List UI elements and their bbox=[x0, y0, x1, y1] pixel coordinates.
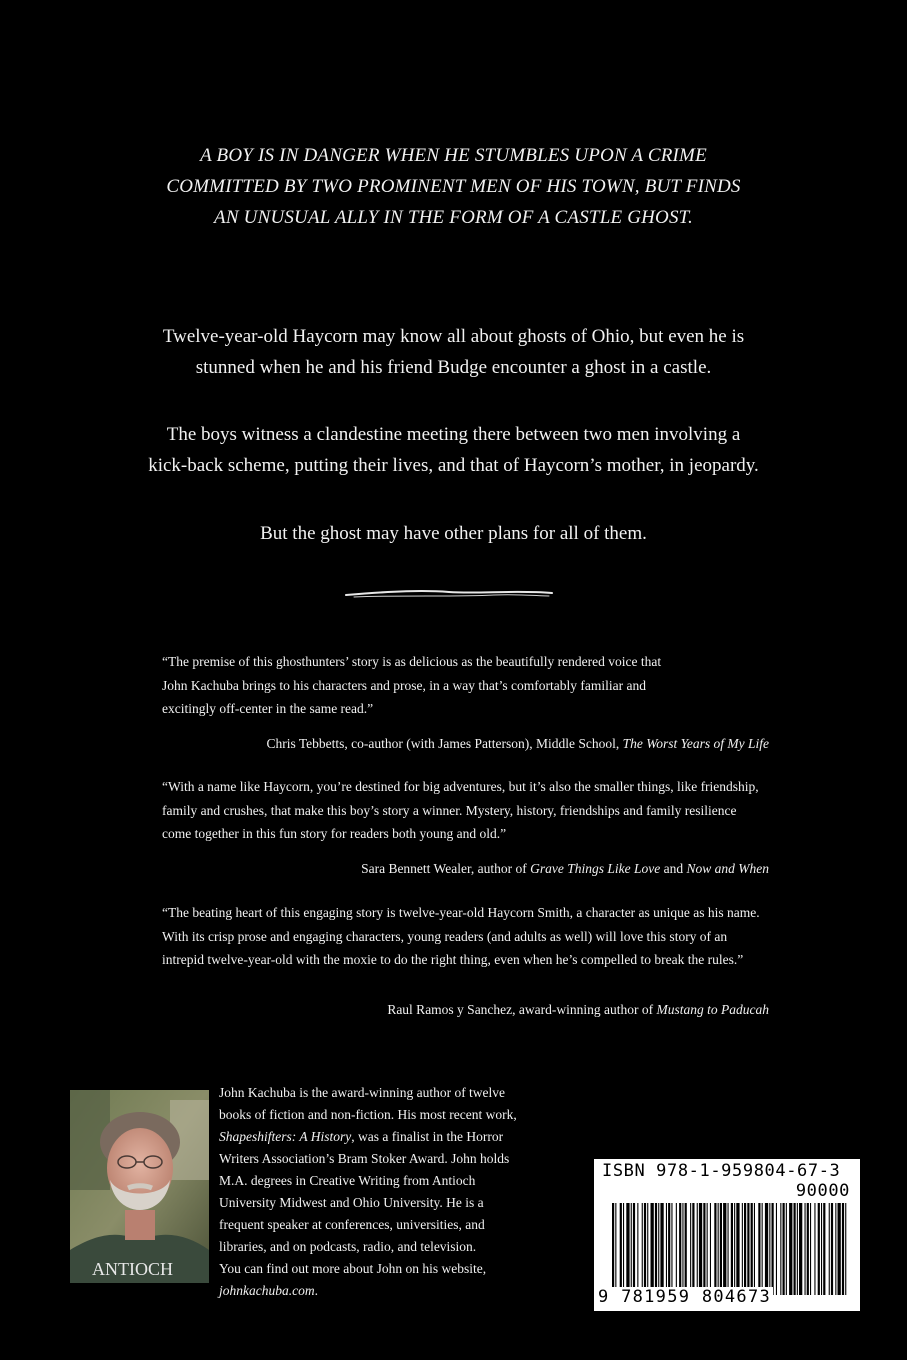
barcode-bar bbox=[637, 1203, 638, 1295]
barcode-bar bbox=[831, 1203, 833, 1295]
barcode-bar bbox=[707, 1203, 708, 1295]
blurb-paragraph-1 bbox=[80, 321, 827, 383]
barcode-bar bbox=[814, 1203, 815, 1295]
barcode-bar bbox=[671, 1203, 672, 1295]
shirt-lettering: ANTIOCH bbox=[92, 1259, 173, 1279]
review-quote-2 bbox=[162, 775, 802, 846]
bio-text: , was a finalist in the Horror bbox=[351, 1129, 504, 1144]
bio-book-title: Shapeshifters: A History bbox=[219, 1129, 352, 1144]
barcode-bar bbox=[754, 1203, 755, 1295]
barcode-bar bbox=[762, 1203, 763, 1295]
review-quote-1 bbox=[162, 650, 802, 721]
barcode-bar bbox=[676, 1203, 677, 1295]
barcode-bar bbox=[731, 1203, 733, 1295]
barcode-bar bbox=[747, 1203, 749, 1295]
tagline-line: COMMITTED BY TWO PROMINENT MEN OF HIS TOWN, BUT FINDS bbox=[166, 176, 741, 197]
attribution-book-title: Grave Things Like Love bbox=[530, 861, 661, 876]
barcode-bar bbox=[734, 1203, 735, 1295]
attribution-text: Chris Tebbetts, co-author (with James Patterson), Middle School, bbox=[266, 736, 623, 751]
author-photo bbox=[70, 1090, 209, 1283]
barcode-bar bbox=[797, 1203, 798, 1295]
attribution-text: and bbox=[660, 861, 687, 876]
quote-line: John Kachuba brings to his characters and prose, in a way that’s comfortably familiar and bbox=[162, 677, 646, 693]
barcode-bar bbox=[633, 1203, 635, 1295]
isbn-label: ISBN 978-1-959804-67-3 bbox=[602, 1161, 841, 1181]
barcode-bar bbox=[697, 1203, 698, 1295]
review-attribution-3 bbox=[387, 1002, 769, 1018]
tagline-line: AN UNUSUAL ALLY IN THE FORM OF A CASTLE GHOST. bbox=[214, 207, 693, 228]
barcode-bar bbox=[679, 1203, 681, 1295]
quote-line: come together in this fun story for readers both young and old.” bbox=[162, 826, 507, 841]
ean-digits: 9 781959 804673 bbox=[598, 1287, 772, 1307]
barcode-bar bbox=[789, 1203, 792, 1295]
barcode-bar bbox=[642, 1203, 643, 1295]
barcode-bar bbox=[626, 1203, 629, 1295]
bio-line: You can find out more about John on his website, bbox=[219, 1261, 487, 1276]
barcode-bar bbox=[823, 1203, 825, 1295]
barcode-bar bbox=[699, 1203, 702, 1295]
barcode-bar bbox=[612, 1203, 614, 1295]
quote-line: family and crushes, that make this boy’s story a winner. Mystery, history, friendships and family resilience bbox=[162, 802, 737, 818]
barcode-bar bbox=[690, 1203, 691, 1295]
barcode-bar bbox=[742, 1203, 743, 1295]
barcode-bar bbox=[845, 1203, 846, 1295]
barcode-bar bbox=[718, 1203, 719, 1295]
blurb-line: Twelve-year-old Haycorn may know all about ghosts of Ohio, but even he is bbox=[162, 326, 745, 347]
barcode-bar bbox=[818, 1203, 820, 1295]
barcode-bar bbox=[744, 1203, 746, 1295]
barcode-bar bbox=[780, 1203, 781, 1295]
bio-line bbox=[219, 1126, 519, 1148]
barcode-bar bbox=[660, 1203, 663, 1295]
bio-line bbox=[219, 1280, 519, 1302]
barcode-bar bbox=[728, 1203, 729, 1295]
price-code: 90000 bbox=[795, 1181, 850, 1201]
bio-line: M.A. degrees in Creative Writing from Antioch bbox=[219, 1173, 476, 1188]
barcode-bar bbox=[682, 1203, 683, 1295]
barcode-bar bbox=[703, 1203, 705, 1295]
quote-line: “The premise of this ghosthunters’ story is as delicious as the beautifully rendered voice that bbox=[162, 654, 662, 669]
barcode-bar bbox=[821, 1203, 822, 1295]
bio-line: Writers Association’s Bram Stoker Award. John holds bbox=[219, 1151, 510, 1166]
attribution-book-title: Now and When bbox=[686, 861, 769, 876]
barcode-bar bbox=[655, 1203, 657, 1295]
bio-line: libraries, and on podcasts, radio, and television. bbox=[219, 1239, 477, 1254]
quote-line: excitingly off-center in the same read.” bbox=[162, 701, 374, 716]
barcode-bar bbox=[658, 1203, 659, 1295]
barcode-bar bbox=[692, 1203, 694, 1295]
attribution-text: Raul Ramos y Sanchez, award-winning author of bbox=[387, 1002, 657, 1017]
barcode-bar bbox=[765, 1203, 768, 1295]
author-bio bbox=[219, 1082, 519, 1302]
quote-line: With its crisp prose and engaging characters, young readers (and adults as well) will love this story of an bbox=[162, 928, 728, 944]
barcode-bar bbox=[835, 1203, 836, 1295]
barcode-bar bbox=[799, 1203, 802, 1295]
barcode-bar bbox=[631, 1203, 632, 1295]
review-quote-3 bbox=[162, 901, 802, 972]
barcode-bar bbox=[623, 1203, 624, 1295]
quote-line: intrepid twelve-year-old with the moxie to do the right thing, even when he’s compelled to break the rules.” bbox=[162, 952, 744, 967]
barcode-bar bbox=[769, 1203, 770, 1295]
review-attribution-1 bbox=[266, 736, 769, 752]
author-website: johnkachuba.com bbox=[219, 1283, 315, 1298]
barcode-bar bbox=[723, 1203, 726, 1295]
tagline bbox=[100, 140, 807, 233]
isbn-barcode bbox=[594, 1159, 860, 1311]
barcode-bar bbox=[615, 1203, 616, 1295]
divider-ornament bbox=[344, 586, 554, 602]
barcode-bar bbox=[668, 1203, 670, 1295]
barcode-bar bbox=[651, 1203, 654, 1295]
barcode-bar bbox=[842, 1203, 844, 1295]
quote-line: “The beating heart of this engaging story is twelve-year-old Haycorn Smith, a character as unique as his name. bbox=[162, 905, 760, 920]
barcode-bar bbox=[666, 1203, 667, 1295]
blurb-line: kick-back scheme, putting their lives, and that of Haycorn’s mother, in jeopardy. bbox=[148, 455, 759, 476]
blurb-line: stunned when he and his friend Budge encounter a ghost in a castle. bbox=[195, 357, 712, 378]
blurb-paragraph-2 bbox=[80, 419, 827, 481]
barcode-bar bbox=[810, 1203, 811, 1295]
barcode-bar bbox=[758, 1203, 760, 1295]
barcode-bar bbox=[685, 1203, 687, 1295]
barcode-bar bbox=[783, 1203, 785, 1295]
barcode-bar bbox=[714, 1203, 716, 1295]
barcode-bar bbox=[644, 1203, 646, 1295]
barcode-bar bbox=[838, 1203, 841, 1295]
barcode-bar bbox=[786, 1203, 787, 1295]
quote-line: “With a name like Haycorn, you’re destined for big adventures, but it’s also the smaller things, like friendship, bbox=[162, 779, 759, 794]
bio-line: frequent speaker at conferences, universities, and bbox=[219, 1217, 485, 1232]
bio-text: . bbox=[314, 1283, 318, 1298]
barcode-bar bbox=[710, 1203, 711, 1295]
barcode-bar bbox=[772, 1203, 774, 1295]
barcode-bar bbox=[829, 1203, 830, 1295]
barcode-bar bbox=[620, 1203, 622, 1295]
barcode-bar bbox=[807, 1203, 809, 1295]
barcode-bars bbox=[612, 1203, 848, 1295]
attribution-text: Sara Bennett Wealer, author of bbox=[361, 861, 531, 876]
barcode-bar bbox=[794, 1203, 796, 1295]
barcode-bar bbox=[736, 1203, 739, 1295]
barcode-bar bbox=[805, 1203, 806, 1295]
blurb-paragraph-3 bbox=[80, 518, 827, 549]
tagline-line: A BOY IS IN DANGER WHEN HE STUMBLES UPON A CRIME bbox=[200, 145, 707, 166]
barcode-bar bbox=[647, 1203, 648, 1295]
attribution-book-title: Mustang to Paducah bbox=[656, 1002, 769, 1017]
barcode-bar bbox=[720, 1203, 722, 1295]
attribution-book-title: The Worst Years of My Life bbox=[622, 736, 769, 751]
barcode-bar bbox=[776, 1203, 777, 1295]
bio-line: John Kachuba is the award-winning author of twelve bbox=[219, 1085, 506, 1100]
bio-line: books of fiction and non-fiction. His most recent work, bbox=[219, 1107, 517, 1122]
review-attribution-2 bbox=[361, 861, 769, 877]
blurb-line: But the ghost may have other plans for all of them. bbox=[260, 523, 647, 544]
blurb-line: The boys witness a clandestine meeting there between two men involving a bbox=[166, 424, 741, 445]
bio-line: University Midwest and Ohio University. He is a bbox=[219, 1195, 484, 1210]
barcode-bar bbox=[751, 1203, 753, 1295]
